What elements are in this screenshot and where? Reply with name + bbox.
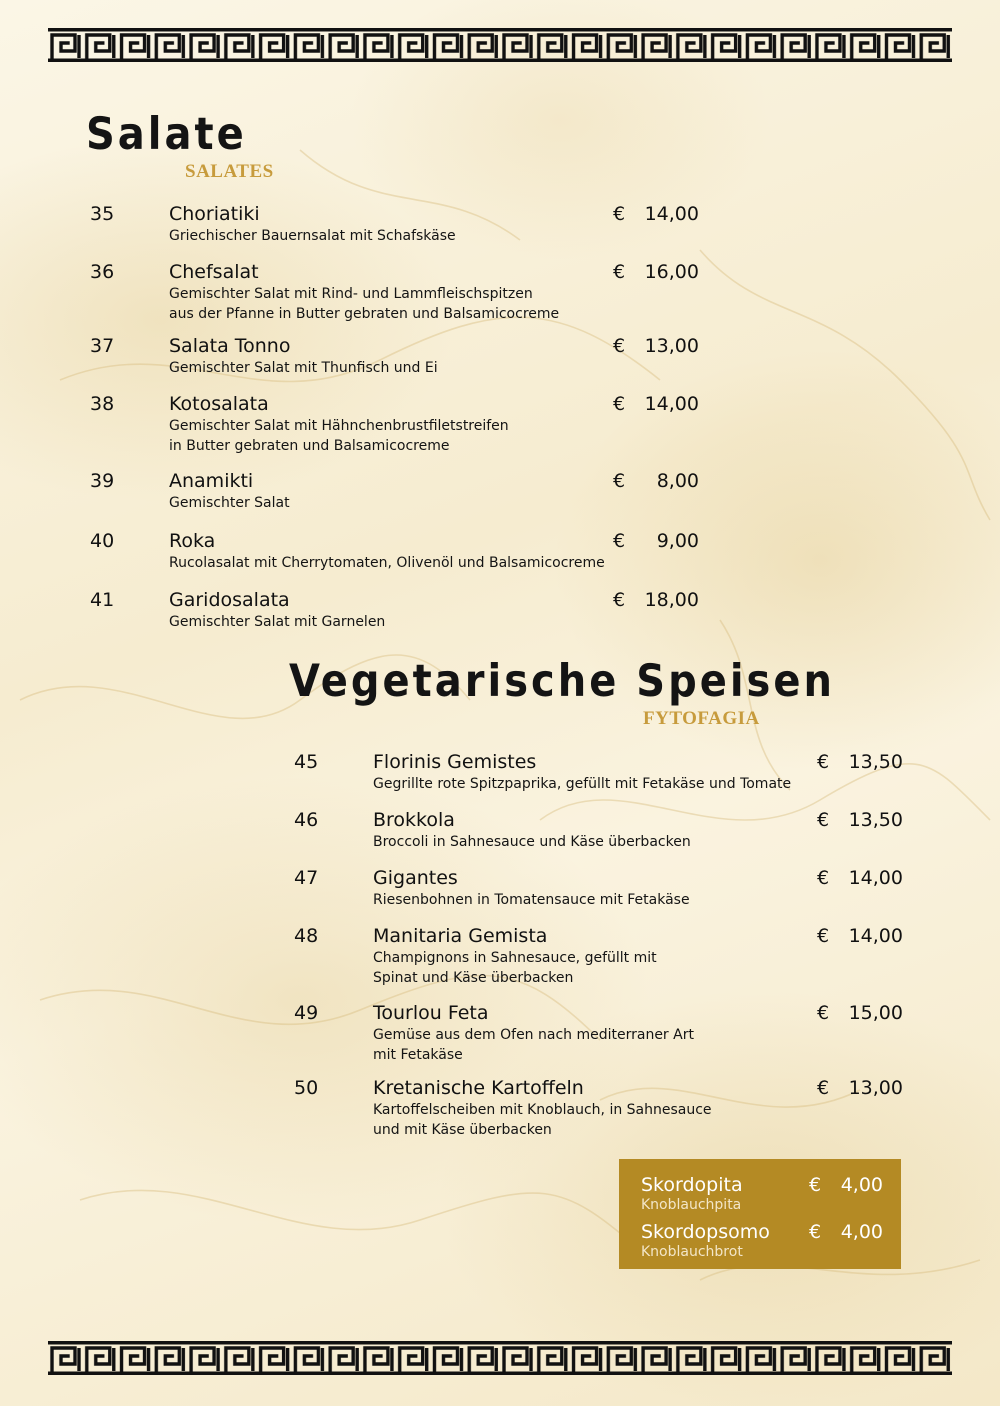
price-value: 4,00 — [840, 1221, 883, 1243]
item-description-line: Griechischer Bauernsalat mit Schafskäse — [169, 228, 456, 244]
item-description — [169, 416, 509, 456]
item-number: 50 — [294, 1077, 319, 1099]
price-value: 4,00 — [840, 1174, 883, 1196]
currency-symbol: € — [613, 470, 626, 492]
item-name: Choriatiki — [169, 203, 260, 225]
currency-symbol: € — [809, 1221, 822, 1243]
item-name: Salata Tonno — [169, 335, 291, 357]
price-value: 14,00 — [848, 867, 903, 889]
item-name: Gigantes — [373, 867, 458, 889]
item-name: Garidosalata — [169, 589, 290, 611]
item-description — [373, 890, 690, 910]
item-number: 40 — [90, 530, 115, 552]
item-description — [169, 493, 290, 513]
currency-symbol: € — [817, 1077, 830, 1099]
vegetarisch-title: Vegetarische Speisen — [289, 655, 835, 708]
item-description-line: Gemischter Salat — [169, 495, 290, 511]
item-number: 36 — [90, 261, 115, 283]
salate-title: Salate — [86, 108, 247, 161]
item-price — [613, 392, 699, 416]
item-number: 38 — [90, 393, 115, 415]
currency-symbol: € — [809, 1174, 822, 1196]
item-description-line: mit Fetakäse — [373, 1047, 463, 1063]
item-description-line: Gemischter Salat mit Rind- und Lammfleischspitzen — [169, 286, 533, 302]
item-name: Tourlou Feta — [373, 1002, 489, 1024]
price-value: 18,00 — [644, 589, 699, 611]
price-value: 14,00 — [848, 925, 903, 947]
item-description-line: Gemischter Salat mit Garnelen — [169, 614, 386, 630]
currency-symbol: € — [613, 530, 626, 552]
item-description-line: Champignons in Sahnesauce, gefüllt mit — [373, 950, 657, 966]
currency-symbol: € — [817, 1002, 830, 1024]
item-description-line: Broccoli in Sahnesauce und Käse überbacken — [373, 834, 691, 850]
item-description-line: aus der Pfanne in Butter gebraten und Balsamicocreme — [169, 306, 560, 322]
item-number: 46 — [294, 809, 319, 831]
item-name: Chefsalat — [169, 261, 259, 283]
price-value: 13,00 — [848, 1077, 903, 1099]
price-value: 8,00 — [656, 470, 699, 492]
item-description-line: Gegrillte rote Spitzpaprika, gefüllt mit Fetakäse und Tomate — [373, 776, 792, 792]
item-description — [169, 553, 605, 573]
price-value: 13,50 — [848, 751, 903, 773]
item-description-line: Gemischter Salat mit Thunfisch und Ei — [169, 360, 438, 376]
item-description-line: Gemüse aus dem Ofen nach mediterraner Art — [373, 1027, 694, 1043]
extra-name: Skordopsomo — [641, 1221, 770, 1243]
item-name: Roka — [169, 530, 216, 552]
item-number: 41 — [90, 589, 115, 611]
item-price — [817, 1001, 903, 1025]
item-description-line: Spinat und Käse überbacken — [373, 970, 574, 986]
currency-symbol: € — [613, 393, 626, 415]
vegetarisch-subtitle: FYTOFAGIA — [643, 708, 760, 729]
item-price — [613, 529, 699, 553]
currency-symbol: € — [817, 867, 830, 889]
item-description — [169, 226, 456, 246]
item-description — [169, 358, 438, 378]
item-price — [613, 202, 699, 226]
item-description-line: Riesenbohnen in Tomatensauce mit Fetakäse — [373, 892, 690, 908]
price-value: 14,00 — [644, 393, 699, 415]
price-value: 9,00 — [656, 530, 699, 552]
greek-meander-border-top — [48, 28, 952, 62]
extras-box — [619, 1159, 901, 1269]
currency-symbol: € — [817, 925, 830, 947]
item-description-line: in Butter gebraten und Balsamicocreme — [169, 438, 450, 454]
price-value: 14,00 — [644, 203, 699, 225]
item-number: 48 — [294, 925, 319, 947]
item-number: 35 — [90, 203, 115, 225]
item-description-line: Rucolasalat mit Cherrytomaten, Olivenöl und Balsamicocreme — [169, 555, 605, 571]
currency-symbol: € — [613, 335, 626, 357]
item-description — [373, 1100, 712, 1140]
item-description — [169, 284, 559, 324]
price-value: 15,00 — [848, 1002, 903, 1024]
item-description-line: und mit Käse überbacken — [373, 1122, 552, 1138]
currency-symbol: € — [613, 203, 626, 225]
item-name: Florinis Gemistes — [373, 751, 537, 773]
extra-description: Knoblauchpita — [641, 1197, 742, 1213]
item-price — [817, 866, 903, 890]
extra-price — [809, 1220, 883, 1244]
item-description — [373, 1025, 694, 1065]
item-price — [613, 588, 699, 612]
item-description — [373, 948, 657, 988]
item-price — [817, 1076, 903, 1100]
price-value: 13,50 — [848, 809, 903, 831]
item-price — [817, 924, 903, 948]
extra-name: Skordopita — [641, 1174, 743, 1196]
item-number: 39 — [90, 470, 115, 492]
currency-symbol: € — [613, 589, 626, 611]
item-price — [613, 334, 699, 358]
extra-description: Knoblauchbrot — [641, 1244, 743, 1260]
item-price — [817, 808, 903, 832]
greek-meander-border-bottom — [48, 1341, 952, 1375]
price-value: 16,00 — [644, 261, 699, 283]
item-name: Brokkola — [373, 809, 455, 831]
item-name: Kretanische Kartoffeln — [373, 1077, 584, 1099]
currency-symbol: € — [817, 751, 830, 773]
currency-symbol: € — [613, 261, 626, 283]
salate-subtitle: SALATES — [185, 161, 274, 182]
item-description-line: Gemischter Salat mit Hähnchenbrustfiletstreifen — [169, 418, 509, 434]
price-value: 13,00 — [644, 335, 699, 357]
item-description — [373, 774, 791, 794]
item-number: 49 — [294, 1002, 319, 1024]
item-price — [817, 750, 903, 774]
item-description-line: Kartoffelscheiben mit Knoblauch, in Sahnesauce — [373, 1102, 712, 1118]
item-price — [613, 469, 699, 493]
item-price — [613, 260, 699, 284]
currency-symbol: € — [817, 809, 830, 831]
item-number: 45 — [294, 751, 319, 773]
item-name: Anamikti — [169, 470, 254, 492]
item-name: Manitaria Gemista — [373, 925, 548, 947]
extra-price — [809, 1173, 883, 1197]
item-description — [169, 612, 385, 632]
item-number: 37 — [90, 335, 115, 357]
item-description — [373, 832, 691, 852]
item-name: Kotosalata — [169, 393, 269, 415]
item-number: 47 — [294, 867, 319, 889]
